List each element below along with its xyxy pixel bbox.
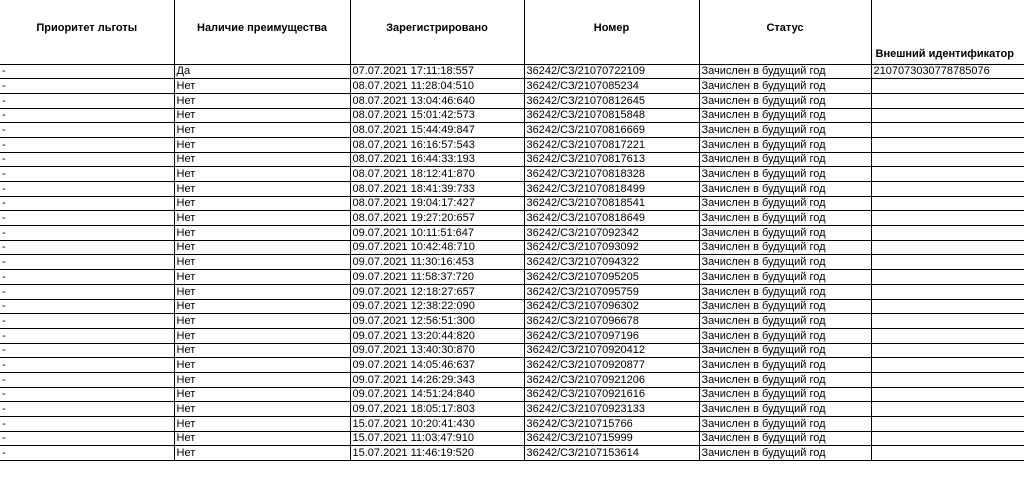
cell-status[interactable]: Зачислен в будущий год bbox=[699, 79, 871, 94]
cell-number[interactable]: 36242/СЗ/21070923133 bbox=[524, 402, 699, 417]
table-row bbox=[0, 123, 1024, 138]
cell-advantage[interactable]: Нет bbox=[174, 417, 350, 432]
cell-advantage[interactable]: Нет bbox=[174, 402, 350, 417]
cell-number[interactable]: 36242/СЗ/2107097196 bbox=[524, 328, 699, 343]
cell-external-id[interactable] bbox=[871, 79, 1024, 94]
cell-status[interactable]: Зачислен в будущий год bbox=[699, 123, 871, 138]
cell-external-id[interactable] bbox=[871, 314, 1024, 329]
cell-external-id[interactable] bbox=[871, 182, 1024, 197]
cell-advantage[interactable]: Нет bbox=[174, 93, 350, 108]
cell-number[interactable]: 36242/СЗ/21070818649 bbox=[524, 211, 699, 226]
cell-registered[interactable]: 09.07.2021 14:05:46:637 bbox=[350, 358, 524, 373]
table-row bbox=[0, 64, 1024, 79]
cell-advantage[interactable]: Нет bbox=[174, 152, 350, 167]
cell-advantage[interactable]: Нет bbox=[174, 182, 350, 197]
cell-advantage[interactable]: Нет bbox=[174, 79, 350, 94]
cell-number[interactable]: 36242/СЗ/21070722109 bbox=[524, 64, 699, 79]
cell-number[interactable]: 36242/СЗ/21070817221 bbox=[524, 137, 699, 152]
cell-number[interactable]: 36242/СЗ/21070812645 bbox=[524, 93, 699, 108]
cell-priority[interactable]: - bbox=[0, 64, 174, 79]
cell-registered[interactable]: 07.07.2021 17:11:18:557 bbox=[350, 64, 524, 79]
table-body bbox=[0, 64, 1024, 461]
cell-status[interactable]: Зачислен в будущий год bbox=[699, 108, 871, 123]
cell-number[interactable]: 36242/СЗ/2107096302 bbox=[524, 299, 699, 314]
cell-status[interactable]: Зачислен в будущий год bbox=[699, 64, 871, 79]
cell-priority[interactable]: - bbox=[0, 167, 174, 182]
cell-priority[interactable]: - bbox=[0, 79, 174, 94]
cell-advantage[interactable]: Нет bbox=[174, 299, 350, 314]
cell-external-id[interactable] bbox=[871, 255, 1024, 270]
cell-number[interactable]: 36242/СЗ/2107095205 bbox=[524, 270, 699, 285]
cell-external-id[interactable] bbox=[871, 372, 1024, 387]
cell-status[interactable]: Зачислен в будущий год bbox=[699, 431, 871, 446]
cell-status[interactable]: Зачислен в будущий год bbox=[699, 182, 871, 197]
cell-status[interactable]: Зачислен в будущий год bbox=[699, 211, 871, 226]
cell-advantage[interactable]: Нет bbox=[174, 167, 350, 182]
cell-priority[interactable]: - bbox=[0, 182, 174, 197]
cell-priority[interactable]: - bbox=[0, 137, 174, 152]
table-row bbox=[0, 387, 1024, 402]
cell-registered[interactable]: 09.07.2021 14:51:24:840 bbox=[350, 387, 524, 402]
column-header-advantage: Наличие преимущества bbox=[174, 0, 350, 64]
table-row bbox=[0, 328, 1024, 343]
cell-status[interactable]: Зачислен в будущий год bbox=[699, 343, 871, 358]
cell-number[interactable]: 36242/СЗ/2107093092 bbox=[524, 240, 699, 255]
cell-registered[interactable]: 09.07.2021 13:40:30:870 bbox=[350, 343, 524, 358]
cell-advantage[interactable]: Нет bbox=[174, 358, 350, 373]
cell-status[interactable]: Зачислен в будущий год bbox=[699, 402, 871, 417]
cell-number[interactable]: 36242/СЗ/2107096678 bbox=[524, 314, 699, 329]
cell-external-id[interactable] bbox=[871, 387, 1024, 402]
table-row bbox=[0, 240, 1024, 255]
cell-registered[interactable]: 08.07.2021 11:28:04:510 bbox=[350, 79, 524, 94]
cell-registered[interactable]: 09.07.2021 12:56:51:300 bbox=[350, 314, 524, 329]
cell-advantage[interactable]: Нет bbox=[174, 123, 350, 138]
cell-advantage[interactable]: Нет bbox=[174, 314, 350, 329]
table-row bbox=[0, 314, 1024, 329]
cell-registered[interactable]: 08.07.2021 18:41:39:733 bbox=[350, 182, 524, 197]
cell-number[interactable]: 36242/СЗ/21070817613 bbox=[524, 152, 699, 167]
cell-priority[interactable]: - bbox=[0, 211, 174, 226]
cell-registered[interactable]: 08.07.2021 15:01:42:573 bbox=[350, 108, 524, 123]
cell-external-id[interactable] bbox=[871, 358, 1024, 373]
cell-number[interactable]: 36242/СЗ/21070815848 bbox=[524, 108, 699, 123]
cell-status[interactable]: Зачислен в будущий год bbox=[699, 314, 871, 329]
cell-registered[interactable]: 08.07.2021 18:12:41:870 bbox=[350, 167, 524, 182]
cell-advantage[interactable]: Нет bbox=[174, 137, 350, 152]
cell-number[interactable]: 36242/СЗ/2107095759 bbox=[524, 284, 699, 299]
table-row bbox=[0, 196, 1024, 211]
cell-priority[interactable]: - bbox=[0, 343, 174, 358]
cell-status[interactable]: Зачислен в будущий год bbox=[699, 299, 871, 314]
table-row bbox=[0, 255, 1024, 270]
cell-registered[interactable]: 09.07.2021 14:26:29:343 bbox=[350, 372, 524, 387]
table-row bbox=[0, 137, 1024, 152]
cell-number[interactable]: 36242/СЗ/21070920412 bbox=[524, 343, 699, 358]
cell-external-id[interactable] bbox=[871, 446, 1024, 461]
cell-status[interactable]: Зачислен в будущий год bbox=[699, 226, 871, 241]
cell-registered[interactable]: 15.07.2021 10:20:41:430 bbox=[350, 417, 524, 432]
cell-external-id[interactable] bbox=[871, 343, 1024, 358]
cell-priority[interactable]: - bbox=[0, 299, 174, 314]
cell-priority[interactable]: - bbox=[0, 284, 174, 299]
cell-advantage[interactable]: Нет bbox=[174, 108, 350, 123]
cell-registered[interactable]: 08.07.2021 13:04:46:640 bbox=[350, 93, 524, 108]
cell-priority[interactable]: - bbox=[0, 226, 174, 241]
cell-priority[interactable]: - bbox=[0, 196, 174, 211]
cell-external-id[interactable] bbox=[871, 284, 1024, 299]
cell-status[interactable]: Зачислен в будущий год bbox=[699, 372, 871, 387]
cell-status[interactable]: Зачислен в будущий год bbox=[699, 284, 871, 299]
table-row bbox=[0, 358, 1024, 373]
cell-registered[interactable]: 15.07.2021 11:03:47:910 bbox=[350, 431, 524, 446]
table-row bbox=[0, 343, 1024, 358]
header-row bbox=[0, 0, 1024, 64]
table-row bbox=[0, 93, 1024, 108]
cell-status[interactable]: Зачислен в будущий год bbox=[699, 137, 871, 152]
cell-advantage[interactable]: Нет bbox=[174, 226, 350, 241]
cell-priority[interactable]: - bbox=[0, 93, 174, 108]
cell-external-id[interactable] bbox=[871, 152, 1024, 167]
cell-status[interactable]: Зачислен в будущий год bbox=[699, 255, 871, 270]
table-row bbox=[0, 182, 1024, 197]
cell-number[interactable]: 36242/СЗ/21070921206 bbox=[524, 372, 699, 387]
cell-external-id[interactable] bbox=[871, 226, 1024, 241]
column-header-status: Статус bbox=[699, 0, 871, 64]
cell-number[interactable]: 36242/СЗ/210715766 bbox=[524, 417, 699, 432]
cell-priority[interactable]: - bbox=[0, 328, 174, 343]
cell-status[interactable]: Зачислен в будущий год bbox=[699, 270, 871, 285]
table-row bbox=[0, 284, 1024, 299]
table-row bbox=[0, 167, 1024, 182]
cell-priority[interactable]: - bbox=[0, 402, 174, 417]
cell-number[interactable]: 36242/СЗ/2107092342 bbox=[524, 226, 699, 241]
cell-status[interactable]: Зачислен в будущий год bbox=[699, 358, 871, 373]
cell-status[interactable]: Зачислен в будущий год bbox=[699, 152, 871, 167]
cell-status[interactable]: Зачислен в будущий год bbox=[699, 240, 871, 255]
cell-registered[interactable]: 09.07.2021 10:11:51:647 bbox=[350, 226, 524, 241]
cell-advantage[interactable]: Нет bbox=[174, 240, 350, 255]
cell-number[interactable]: 36242/СЗ/210715999 bbox=[524, 431, 699, 446]
cell-registered[interactable]: 09.07.2021 10:42:48:710 bbox=[350, 240, 524, 255]
table-row bbox=[0, 446, 1024, 461]
cell-priority[interactable]: - bbox=[0, 446, 174, 461]
cell-external-id[interactable] bbox=[871, 402, 1024, 417]
table-row bbox=[0, 372, 1024, 387]
cell-advantage[interactable]: Нет bbox=[174, 387, 350, 402]
cell-external-id[interactable] bbox=[871, 240, 1024, 255]
cell-external-id[interactable] bbox=[871, 123, 1024, 138]
cell-status[interactable]: Зачислен в будущий год bbox=[699, 446, 871, 461]
cell-external-id[interactable] bbox=[871, 108, 1024, 123]
cell-external-id[interactable] bbox=[871, 196, 1024, 211]
cell-status[interactable]: Зачислен в будущий год bbox=[699, 167, 871, 182]
cell-status[interactable]: Зачислен в будущий год bbox=[699, 328, 871, 343]
cell-number[interactable]: 36242/СЗ/2107094322 bbox=[524, 255, 699, 270]
cell-registered[interactable]: 15.07.2021 11:46:19:520 bbox=[350, 446, 524, 461]
cell-priority[interactable]: - bbox=[0, 240, 174, 255]
cell-number[interactable]: 36242/СЗ/2107153614 bbox=[524, 446, 699, 461]
table-row bbox=[0, 152, 1024, 167]
cell-priority[interactable]: - bbox=[0, 152, 174, 167]
cell-priority[interactable]: - bbox=[0, 270, 174, 285]
cell-registered[interactable]: 08.07.2021 16:44:33:193 bbox=[350, 152, 524, 167]
cell-advantage[interactable]: Нет bbox=[174, 343, 350, 358]
table-row bbox=[0, 299, 1024, 314]
cell-number[interactable]: 36242/СЗ/21070818499 bbox=[524, 182, 699, 197]
table-row bbox=[0, 79, 1024, 94]
cell-number[interactable]: 36242/СЗ/21070818541 bbox=[524, 196, 699, 211]
cell-registered[interactable]: 09.07.2021 11:30:16:453 bbox=[350, 255, 524, 270]
cell-external-id[interactable] bbox=[871, 431, 1024, 446]
cell-status[interactable]: Зачислен в будущий год bbox=[699, 417, 871, 432]
cell-registered[interactable]: 08.07.2021 16:16:57:543 bbox=[350, 137, 524, 152]
cell-priority[interactable]: - bbox=[0, 387, 174, 402]
table-row bbox=[0, 226, 1024, 241]
table-row bbox=[0, 211, 1024, 226]
cell-advantage[interactable]: Нет bbox=[174, 270, 350, 285]
cell-advantage[interactable]: Нет bbox=[174, 328, 350, 343]
table-row bbox=[0, 270, 1024, 285]
cell-priority[interactable]: - bbox=[0, 372, 174, 387]
cell-external-id[interactable] bbox=[871, 137, 1024, 152]
cell-status[interactable]: Зачислен в будущий год bbox=[699, 387, 871, 402]
cell-external-id[interactable] bbox=[871, 417, 1024, 432]
cell-advantage[interactable]: Нет bbox=[174, 372, 350, 387]
cell-advantage[interactable]: Да bbox=[174, 64, 350, 79]
column-header-priority: Приоритет льготы bbox=[0, 0, 174, 64]
cell-registered[interactable]: 09.07.2021 12:38:22:090 bbox=[350, 299, 524, 314]
cell-priority[interactable]: - bbox=[0, 255, 174, 270]
cell-number[interactable]: 36242/СЗ/21070921616 bbox=[524, 387, 699, 402]
cell-status[interactable]: Зачислен в будущий год bbox=[699, 196, 871, 211]
cell-registered[interactable]: 09.07.2021 12:18:27:657 bbox=[350, 284, 524, 299]
table-row bbox=[0, 108, 1024, 123]
cell-external-id[interactable] bbox=[871, 211, 1024, 226]
cell-external-id[interactable] bbox=[871, 299, 1024, 314]
cell-advantage[interactable]: Нет bbox=[174, 431, 350, 446]
table-row bbox=[0, 402, 1024, 417]
column-header-external-id: Внешний идентификатор bbox=[871, 0, 1024, 64]
cell-registered[interactable]: 08.07.2021 19:27:20:657 bbox=[350, 211, 524, 226]
cell-registered[interactable]: 08.07.2021 15:44:49:847 bbox=[350, 123, 524, 138]
cell-number[interactable]: 36242/СЗ/21070920877 bbox=[524, 358, 699, 373]
cell-external-id[interactable] bbox=[871, 167, 1024, 182]
cell-advantage[interactable]: Нет bbox=[174, 196, 350, 211]
column-header-registered: Зарегистрировано bbox=[350, 0, 524, 64]
cell-registered[interactable]: 09.07.2021 13:20:44:820 bbox=[350, 328, 524, 343]
cell-external-id[interactable] bbox=[871, 93, 1024, 108]
cell-external-id[interactable] bbox=[871, 328, 1024, 343]
cell-number[interactable]: 36242/СЗ/21070818328 bbox=[524, 167, 699, 182]
cell-registered[interactable]: 09.07.2021 11:58:37:720 bbox=[350, 270, 524, 285]
cell-advantage[interactable]: Нет bbox=[174, 211, 350, 226]
cell-number[interactable]: 36242/СЗ/2107085234 bbox=[524, 79, 699, 94]
cell-number[interactable]: 36242/СЗ/21070816669 bbox=[524, 123, 699, 138]
cell-advantage[interactable]: Нет bbox=[174, 284, 350, 299]
cell-status[interactable]: Зачислен в будущий год bbox=[699, 93, 871, 108]
cell-advantage[interactable]: Нет bbox=[174, 446, 350, 461]
cell-priority[interactable]: - bbox=[0, 108, 174, 123]
table-row bbox=[0, 417, 1024, 432]
cell-priority[interactable]: - bbox=[0, 314, 174, 329]
cell-priority[interactable]: - bbox=[0, 358, 174, 373]
cell-external-id[interactable]: 2107073030778785076 bbox=[871, 64, 1024, 79]
table-row bbox=[0, 431, 1024, 446]
column-header-number: Номер bbox=[524, 0, 699, 64]
cell-priority[interactable]: - bbox=[0, 431, 174, 446]
cell-advantage[interactable]: Нет bbox=[174, 255, 350, 270]
cell-registered[interactable]: 08.07.2021 19:04:17:427 bbox=[350, 196, 524, 211]
cell-registered[interactable]: 09.07.2021 18:05:17:803 bbox=[350, 402, 524, 417]
cell-external-id[interactable] bbox=[871, 270, 1024, 285]
cell-priority[interactable]: - bbox=[0, 417, 174, 432]
cell-priority[interactable]: - bbox=[0, 123, 174, 138]
